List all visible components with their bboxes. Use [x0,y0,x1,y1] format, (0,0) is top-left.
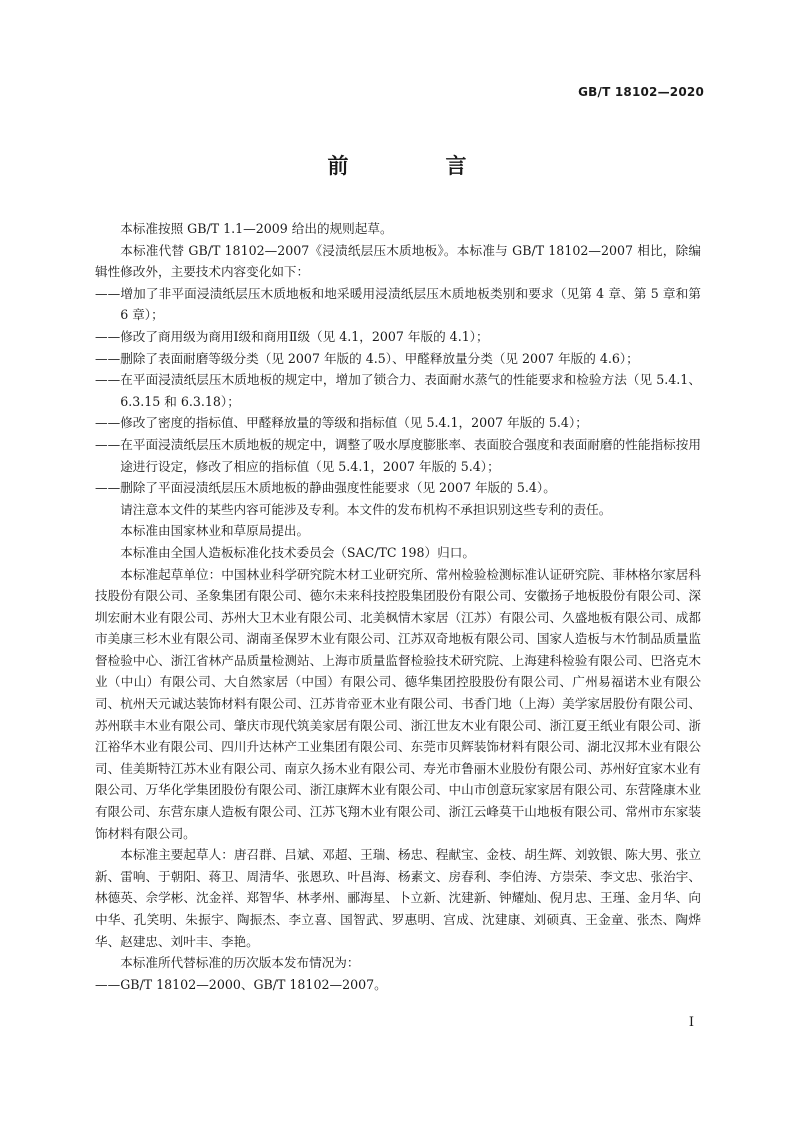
page-title: 前 言 [327,154,505,178]
list-item: ——在平面浸渍纸层压木质地板的规定中，增加了锁合力、表面耐水蒸气的性能要求和检验方法（见 5.4.1、6.3.15 和 6.3.18）； [95,372,701,409]
paragraph: 请注意本文件的某些内容可能涉及专利。本文件的发布机构不承担识别这些专利的责任。 [120,501,612,517]
paragraph: 本标准由国家林业和草原局提出。 [120,523,310,539]
document-body [95,218,701,995]
list-item: ——修改了商用级为商用Ⅰ级和商用Ⅱ级（见 4.1，2007 年版的 4.1）； [95,328,489,344]
list-item: ——删除了表面耐磨等级分类（见 2007 年版的 4.5）、甲醛释放量分类（见 2007 年版的 4.6）； [95,350,639,366]
paragraph: 本标准代替 GB/T 18102—2007《浸渍纸层压木质地板》。本标准与 GB/T 18102—2007 相比，除编辑性修改外，主要技术内容变化如下： [95,242,701,280]
paragraph: 本标准按照 GB/T 1.1—2009 给出的规则起草。 [120,221,393,236]
page-number: Ⅰ [688,1015,694,1030]
list-item: ——在平面浸渍纸层压木质地板的规定中，调整了吸水厚度膨胀率、表面胶合强度和表面耐磨的性能指标按用途进行设定，修改了相应的指标值（见 5.4.1，2007 年版的 5.4）； [95,436,701,474]
paragraph: 本标准所代替标准的历次版本发布情况为： [120,955,360,971]
standard-number: GB/T 18102—2020 [578,85,704,99]
paragraph: 本标准主要起草人：唐召群、吕斌、邓超、王瑞、杨忠、程献宝、金枝、胡生辉、刘敦银、陈大男、张立新、雷响、于朝阳、蒋卫、周清华、张恩玖、叶昌海、杨素文、房春利、李伯涛、方崇荣、李文忠、张治宇、林德英、佘学彬、沈金祥、郑智华、林孝州、郦海星、卜立新、沈建新、钟耀灿、倪月忠、王瑾、金月华、向中华、孔笑明、朱振宇、陶振杰、李立喜、国智武、罗惠明、宫成、沈建康、刘硕真、王金童、张杰、陶烨华、赵建忠、刘叶丰、李艳。 [95,847,701,949]
paragraph: 本标准由全国人造板标准化技术委员会（SAC/TC 198）归口。 [120,544,475,560]
list-item: ——修改了密度的指标值、甲醛释放量的等级和指标值（见 5.4.1，2007 年版的 5.4）； [95,415,588,431]
list-item: ——GB/T 18102—2000、GB/T 18102—2007。 [95,976,387,992]
list-item: ——删除了平面浸渍纸层压木质地板的静曲强度性能要求（见 2007 年版的 5.4）。 [95,480,556,496]
list-item: ——增加了非平面浸渍纸层压木质地板和地采暖用浸渍纸层压木质地板类别和要求（见第 4 章、第 5 章和第 6 章）； [95,285,701,323]
paragraph: 本标准起草单位：中国林业科学研究院木材工业研究所、常州检验检测标准认证研究院、菲林格尔家居科技股份有限公司、圣象集团有限公司、德尔未来科技控股集团股份有限公司、安徽扬子地板股份有限公司、深圳宏耐木业有限公司、苏州大卫木业有限公司、北美枫情木家居（江苏）有限公司、久盛地板有限公司、成都市美康三杉木业有限公司、湖南圣保罗木业有限公司、江苏双奇地板有限公司、国家人造板与木竹制品质量监督检验中心、浙江省林产品质量检测站、上海市质量监督检验技术研究院、上海建科检验有限公司、巴洛克木业（中山）有限公司、大自然家居（中国）有限公司、德华集团控股股份有限公司、广州易福诺木业有限公司、杭州天元诚达装饰材料有限公司、江苏肯帝亚木业有限公司、书香门地（上海）美学家居股份有限公司、苏州联丰木业有限公司、肇庆市现代筑美家居有限公司、浙江世友木业有限公司、浙江夏王纸业有限公司、浙江裕华木业有限公司、四川升达林产工业集团有限公司、东莞市贝辉装饰材料有限公司、湖北汉邦木业有限公司、佳美斯特江苏木业有限公司、南京久扬木业有限公司、寿光市鲁丽木业股份有限公司、苏州好宜家木业有限公司、万华化学集团股份有限公司、浙江康辉木业有限公司、中山市创意玩家家居有限公司、东营隆康木业有限公司、东营东康人造板有限公司、江苏飞翔木业有限公司、浙江云峰莫干山地板有限公司、常州市东家装饰材料有限公司。 [95,566,701,841]
